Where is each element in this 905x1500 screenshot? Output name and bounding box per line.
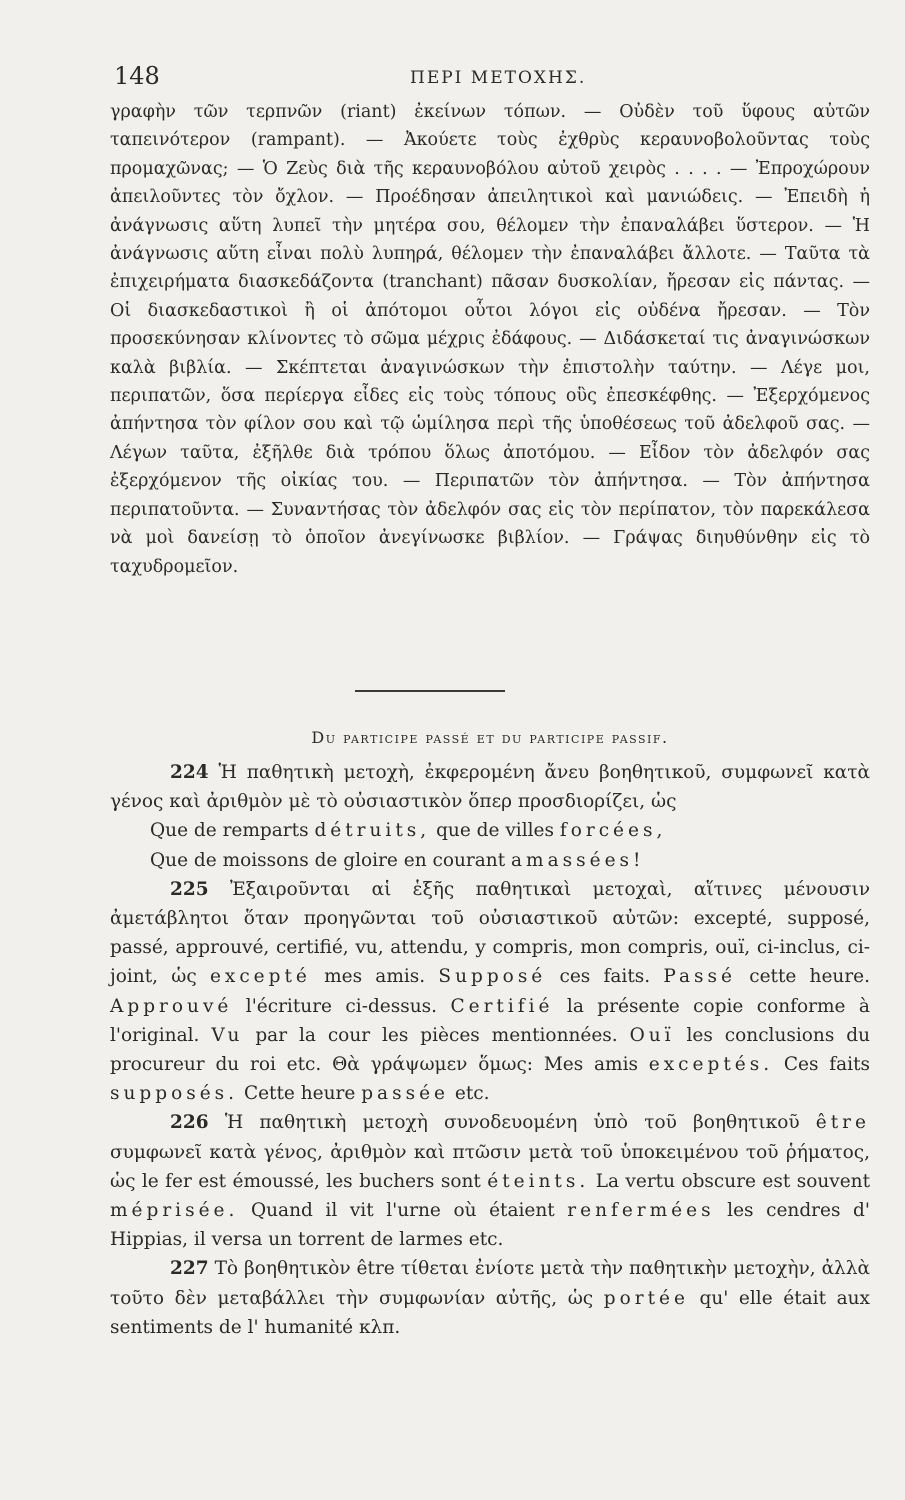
- paragraph-text: mes amis.: [324, 966, 426, 988]
- paragraph-text: par la cour les pièces mentionnées.: [255, 1024, 618, 1046]
- spaced-word: détruits,: [314, 820, 431, 842]
- verse-text: Que de remparts: [150, 820, 309, 842]
- spaced-word: passée: [361, 1083, 449, 1105]
- spaced-word: amassées!: [511, 849, 645, 871]
- paragraph-text: la présente copie conforme à l'original.: [110, 995, 870, 1046]
- paragraph-text: etc.: [454, 1083, 490, 1105]
- paragraph-text: Quand il vit l'urne où étaient: [250, 1200, 555, 1222]
- spaced-word: Supposé: [438, 966, 547, 988]
- page-number: 148: [114, 62, 160, 90]
- paragraph-text: Τὸ βοηθητικὸν être τίθεται ἐνίοτε μετὰ τὴν παθητικὴν μετοχὴν, ἀλλὰ τοῦτο δὲν μεταβάλλει τὴν συμφωνίαν αὐτῆς, ὡς: [110, 1258, 871, 1309]
- verse-line-2: [110, 846, 870, 875]
- paragraph-text: les conclusions du procureur du roi etc. Θὰ γράψωμεν ὅμως: Mes amis: [110, 1024, 871, 1076]
- paragraph-225: [110, 875, 870, 1109]
- section-title: Du participe passé et du participe passif.: [311, 728, 669, 747]
- spaced-word: forcées,: [559, 820, 667, 842]
- paragraph-number: 225: [170, 878, 209, 900]
- paragraph-text: ces faits.: [559, 966, 651, 988]
- spaced-word: renfermées: [567, 1200, 715, 1222]
- paragraph-text: Ces faits: [783, 1054, 870, 1076]
- running-head: ΠΕΡΙ ΜΕΤΟΧΗΣ.: [410, 68, 587, 88]
- paragraph-text: l'écriture ci-dessus.: [245, 995, 438, 1017]
- paragraph-text: cette heure.: [749, 966, 871, 988]
- spaced-word: Passé: [663, 966, 736, 988]
- paragraph-224: [110, 758, 870, 816]
- spaced-word: méprisée.: [110, 1200, 239, 1222]
- greek-exercise-paragraph: [110, 98, 870, 581]
- paragraph-text: Ἡ παθητικὴ μετοχὴ, ἐκφερομένη ἄνευ βοηθητικοῦ, συμφωνεῖ κατὰ γένος καὶ ἀριθμὸν μὲ τὸ οὐσιαστικὸν ὅπερ προσδιορίζει, ὡς: [110, 762, 870, 813]
- section-divider: [355, 690, 505, 692]
- paragraph-text: συμφωνεῖ κατὰ γένος, ἀριθμὸν καὶ πτῶσιν μετὰ τοῦ ὑποκειμένου τοῦ ῥήματος, ὡς le fer est émoussé, les buchers sont: [110, 1141, 870, 1192]
- spaced-word: supposés.: [110, 1083, 239, 1105]
- verse-text: Que de moissons de gloire en courant: [150, 849, 506, 871]
- paragraph-227: [110, 1254, 870, 1342]
- spaced-word: être: [815, 1112, 870, 1134]
- greek-text: γραφὴν τῶν τερπνῶν (riant) ἐκείνων τόπων. — Οὐδὲν τοῦ ὕφους αὐτῶν ταπεινότερον (rampant). — Ἀκούετε τοὺς ἐχθρὺς κεραυνοβολοῦντας τοὺς προμαχῶνας; — Ὁ Ζεὺς διὰ τῆς κεραυνοβόλου αὐτοῦ χειρὸς . . . . — Ἐπροχώρουν ἀπειλοῦντες τὸν ὄχλον. — Προέδησαν ἀπειλητικοὶ καὶ μανιώδεις. — Ἐπειδὴ ἡ ἀνάγνωσις αὕτη λυπεῖ τὴν μητέρα σου, θέλομεν τὴν ἐπαναλάβει ὕστερον. — Ἡ ἀνάγνωσις αὕτη εἶναι πολὺ λυπηρά, θέλομεν τὴν ἐπαναλάβει ἄλλοτε. — Ταῦτα τὰ ἐπιχειρήματα διασκεδάζοντα (tranchant) πᾶσαν δυσκολίαν, ἤρεσαν εἰς πάντας. — Οἱ διασκεδαστικοὶ ἢ οἱ ἀπότομοι οὗτοι λόγοι εἰς οὐδένα ἤρεσαν. — Τὸν προσεκύνησαν κλίνοντες τὸ σῶμα μέχρις ἐδάφους. — Διδάσκεταί τις ἀναγινώσκων καλὰ βιβλία. — Σκέπτεται ἀναγινώσκων τὴν ἐπιστολὴν ταύτην. — Λέγε μοι, περιπατῶν, ὅσα περίεργα εἶδες εἰς τοὺς τόπους οὓς ἐπεσκέφθης. — Ἐξερχόμενος ἀπήντησα τὸν φίλον σου καὶ τῷ ὡμίλησα περὶ τῆς ὑποθέσεως τοῦ ἀδελφοῦ σας. — Λέγων ταῦτα, ἐξῆλθε διὰ τρόπου ὅλως ἀποτόμου. — Εἶδον τὸν ἀδελφόν σας ἐξερχόμενον τῆς οἰκίας του. — Περιπατῶν τὸν ἀπήντησα. — Τὸν ἀπήντησα περιπατοῦντα. — Συναντήσας τὸν ἀδελφόν σας εἰς τὸν περίπατον, τὸν παρεκάλεσα νὰ μοὶ δανείσῃ τὸ ὁποῖον ἀνεγίνωσκε βιβλίον. — Γράψας διηυθύνθην εἰς τὸ ταχυδρομεῖον.: [110, 102, 870, 577]
- paragraph-number: 226: [170, 1112, 209, 1134]
- spaced-word: Approuvé: [110, 995, 233, 1017]
- paragraph-text: La vertu obscure est souvent: [595, 1170, 871, 1192]
- spaced-word: Ouï: [629, 1024, 675, 1046]
- paragraph-text: Ἐξαιροῦνται αἱ ἑξῆς παθητικαὶ μετοχαὶ, αἵτινες μένουσιν ἀμετάβλητοι ὅταν προηγῶνται τοῦ οὐσιαστικοῦ αὐτῶν: excepté, supposé, passé, approuvé, certifié, vu, attendu, y compris, mon compris, ouï, ci-inclus, ci-joint, ὡς: [110, 878, 870, 988]
- paragraph-number: 227: [170, 1258, 209, 1280]
- paragraph-text: qu' elle était aux sentiments de l' humanité κλπ.: [110, 1287, 870, 1338]
- paragraph-number: 224: [170, 762, 209, 783]
- spaced-word: exceptés.: [648, 1054, 774, 1076]
- paragraph-text: les cendres d' Hippias, il versa un torrent de larmes etc.: [110, 1200, 870, 1251]
- verse-text: que de villes: [436, 820, 554, 842]
- paragraph-text: Cette heure: [243, 1083, 356, 1105]
- spaced-word: excepté: [209, 966, 311, 988]
- spaced-word: Vu: [211, 1024, 244, 1046]
- page-header: [110, 62, 870, 96]
- paragraph-226: [110, 1108, 870, 1254]
- section-body: [110, 758, 870, 1342]
- verse-line-1: [110, 816, 870, 845]
- spaced-word: Certifié: [450, 995, 554, 1017]
- spaced-word: portée: [603, 1287, 689, 1309]
- paragraph-text: Ἡ παθητικὴ μετοχὴ συνοδευομένη ὑπὸ τοῦ βοηθητικοῦ: [224, 1112, 800, 1134]
- spaced-word: éteints.: [487, 1170, 590, 1192]
